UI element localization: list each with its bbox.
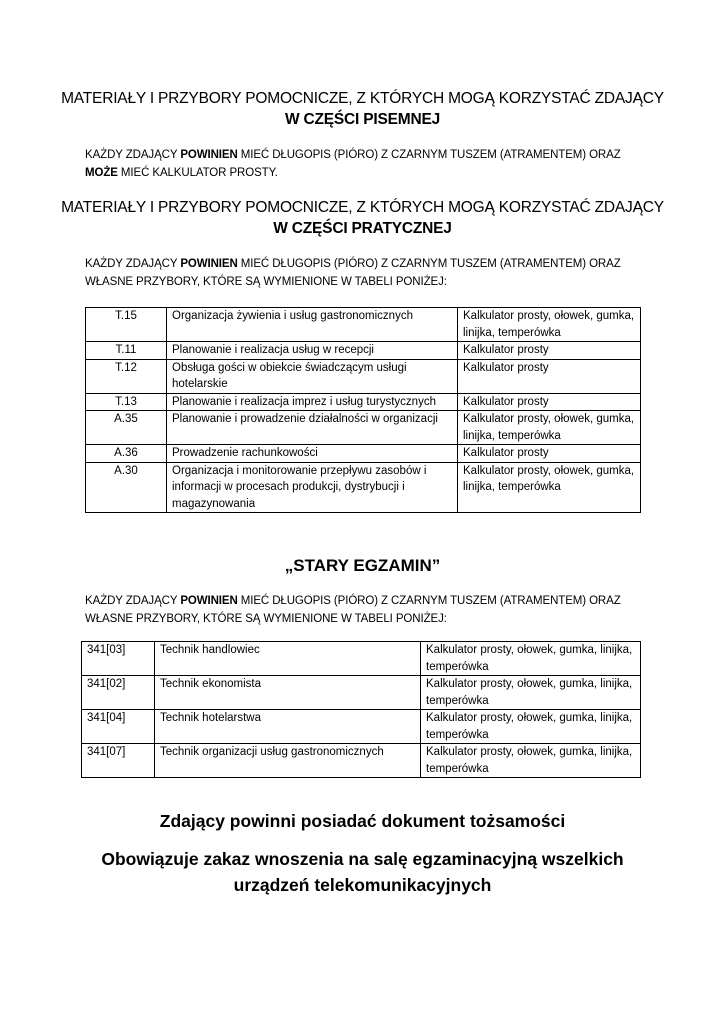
section2-paragraph (85, 255, 685, 291)
profession-name: Technik hotelarstwa (155, 710, 421, 744)
old-exam-title: „STARY EGZAMIN” (284, 556, 441, 575)
allowed-tools: Kalkulator prosty, ołowek, gumka, linijka, temperówka (421, 676, 641, 710)
qualification-code: T.12 (86, 359, 167, 393)
table-row (86, 342, 641, 360)
section1-paragraph (85, 146, 685, 182)
profession-name: Technik ekonomista (155, 676, 421, 710)
table-row (86, 462, 641, 513)
section2-subtitle: W CZĘŚCI PRATYCZNEJ (273, 220, 452, 237)
profession-code: 341[07] (82, 744, 155, 778)
old-exam-materials-table (81, 641, 641, 778)
section2-para-d: WŁASNE PRZYBORY, KTÓRE SĄ WYMIENIONE W TABELI PONIŻEJ: (85, 276, 447, 288)
allowed-tools: Kalkulator prosty, ołowek, gumka, linijka, temperówka (421, 710, 641, 744)
section1-heading (60, 88, 665, 130)
allowed-tools: Kalkulator prosty, ołowek, gumka, linijka, temperówka (458, 411, 641, 445)
profession-name: Technik organizacji usług gastronomicznych (155, 744, 421, 778)
section1-para-b: POWINIEN (180, 149, 238, 161)
section3-para-d: WŁASNE PRZYBORY, KTÓRE SĄ WYMIENIONE W TABELI PONIŻEJ: (85, 613, 447, 625)
profession-code: 341[03] (82, 642, 155, 676)
allowed-tools: Kalkulator prosty, ołowek, gumka, linijka, temperówka (421, 642, 641, 676)
allowed-tools: Kalkulator prosty (458, 393, 641, 411)
allowed-tools: Kalkulator prosty, ołowek, gumka, linijka, temperówka (421, 744, 641, 778)
section1-para-e: MIEĆ KALKULATOR PROSTY. (117, 167, 278, 179)
profession-code: 341[02] (82, 676, 155, 710)
section2-para-b: POWINIEN (180, 258, 238, 270)
telecom-ban-notice: Obowiązuje zakaz wnoszenia na salę egzaminacyjną wszelkich urządzeń telekomunikacyjnych (101, 849, 624, 895)
qualification-code: T.11 (86, 342, 167, 360)
qualification-name: Organizacja żywienia i usług gastronomicznych (167, 308, 458, 342)
section2-para-c: MIEĆ DŁUGOPIS (PIÓRO) Z CZARNYM TUSZEM (ATRAMENTEM) ORAZ (237, 258, 621, 270)
qualification-code: A.36 (86, 445, 167, 463)
table-row (86, 445, 641, 463)
qualification-code: T.13 (86, 393, 167, 411)
section2-title: MATERIAŁY I PRZYBORY POMOCNICZE, Z KTÓRYCH MOGĄ KORZYSTAĆ ZDAJĄCY (61, 199, 664, 216)
profession-code: 341[04] (82, 710, 155, 744)
table-row (86, 411, 641, 445)
table-row (82, 642, 641, 676)
table-row (82, 744, 641, 778)
qualification-code: A.35 (86, 411, 167, 445)
table-row (82, 710, 641, 744)
section3-para-c: MIEĆ DŁUGOPIS (PIÓRO) Z CZARNYM TUSZEM (ATRAMENTEM) ORAZ (237, 595, 621, 607)
qualification-name: Obsługa gości w obiekcie świadczącym usługi hotelarskie (167, 359, 458, 393)
table-row (86, 393, 641, 411)
section1-para-c: MIEĆ DŁUGOPIS (PIÓRO) Z CZARNYM TUSZEM (ATRAMENTEM) ORAZ (237, 149, 621, 161)
qualification-name: Planowanie i prowadzenie działalności w organizacji (167, 411, 458, 445)
section1-para-a: KAŻDY ZDAJĄCY (85, 149, 181, 161)
allowed-tools: Kalkulator prosty (458, 445, 641, 463)
section3-paragraph (85, 592, 685, 628)
allowed-tools: Kalkulator prosty (458, 359, 641, 393)
exam-materials-table (85, 307, 641, 513)
qualification-code: T.15 (86, 308, 167, 342)
qualification-name: Planowanie i realizacja usług w recepcji (167, 342, 458, 360)
section1-title: MATERIAŁY I PRZYBORY POMOCNICZE, Z KTÓRYCH MOGĄ KORZYSTAĆ ZDAJĄCY (61, 90, 664, 107)
section2-heading (60, 197, 665, 239)
section1-para-d: MOŻE (85, 167, 118, 179)
qualification-code: A.30 (86, 462, 167, 513)
section2-para-a: KAŻDY ZDAJĄCY (85, 258, 181, 270)
allowed-tools: Kalkulator prosty, ołowek, gumka, linijka, temperówka (458, 462, 641, 513)
section3-para-b: POWINIEN (180, 595, 238, 607)
allowed-tools: Kalkulator prosty (458, 342, 641, 360)
profession-name: Technik handlowiec (155, 642, 421, 676)
table-row (86, 308, 641, 342)
qualification-name: Prowadzenie rachunkowości (167, 445, 458, 463)
table-row (82, 676, 641, 710)
allowed-tools: Kalkulator prosty, ołowek, gumka, linijka, temperówka (458, 308, 641, 342)
table-row (86, 359, 641, 393)
section3-para-a: KAŻDY ZDAJĄCY (85, 595, 181, 607)
qualification-name: Organizacja i monitorowanie przepływu zasobów i informacji w procesach produkcji, dystrybucji i magazynowania (167, 462, 458, 513)
qualification-name: Planowanie i realizacja imprez i usług turystycznych (167, 393, 458, 411)
section1-subtitle: W CZĘŚCI PISEMNEJ (284, 111, 441, 128)
id-document-notice: Zdający powinni posiadać dokument tożsamości (159, 811, 566, 831)
